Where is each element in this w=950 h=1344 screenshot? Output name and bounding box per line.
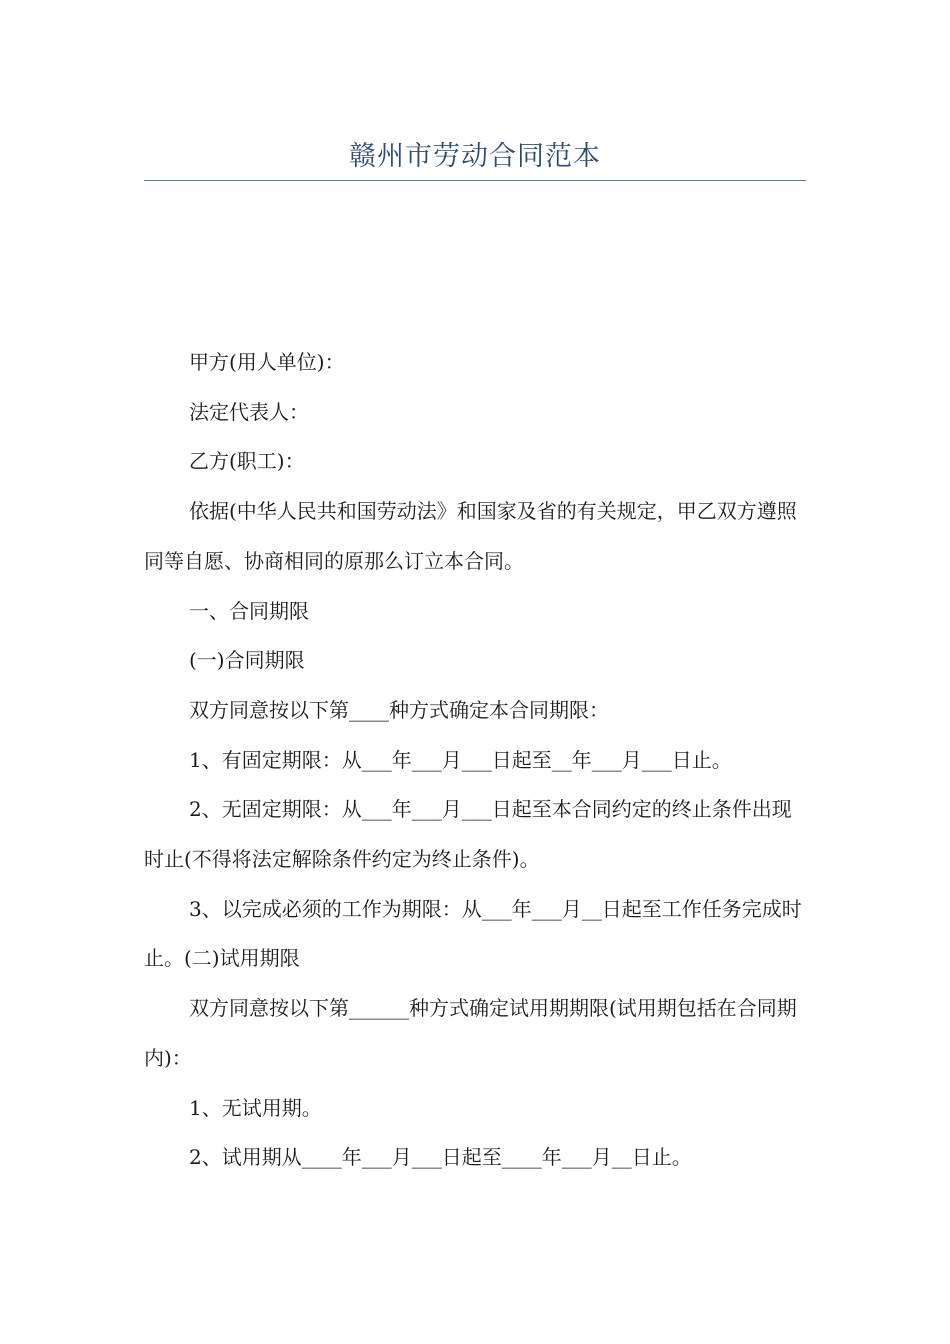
subsection-heading-contract-term: (一)合同期限 — [189, 648, 305, 673]
paragraph-fixed-term: 1、有固定期限：从___年___月___日起至__年___月___日止。 — [189, 747, 732, 772]
paragraph-preamble: 依据(中华人民共和国劳动法》和国家及省的有关规定，甲乙双方遵照同等自愿、协商相同的原那么订立本合同。 — [144, 499, 797, 573]
paragraph-task-term: 3、以完成必须的工作为期限：从___年___月__日起至工作任务完成时止。(二)试用期限 — [144, 896, 802, 971]
paragraph-open-term: 2、无固定期限：从___年___月___日起至本合同约定的终止条件出现时止(不得将法定解除条件约定为终止条件)。 — [144, 797, 792, 872]
document-title: 赣州市劳动合同范本 — [349, 141, 601, 172]
section-heading-contract-term: 一、合同期限 — [189, 598, 309, 623]
paragraph-no-probation: 1、无试用期。 — [189, 1095, 322, 1120]
paragraph-party-b: 乙方(职工)： — [189, 449, 305, 474]
paragraph-probation-method: 双方同意按以下第______种方式确定试用期期限(试用期包括在合同期内)： — [144, 996, 797, 1070]
paragraph-legal-representative: 法定代表人： — [189, 399, 309, 424]
paragraph-term-method: 双方同意按以下第____种方式确定本合同期限： — [189, 697, 609, 722]
paragraph-party-a: 甲方(用人单位)： — [189, 350, 345, 374]
paragraph-probation-period: 2、试用期从____年___月___日起至____年___月__日止。 — [189, 1145, 692, 1170]
document-body — [144, 338, 806, 1183]
title-underline — [144, 180, 806, 181]
